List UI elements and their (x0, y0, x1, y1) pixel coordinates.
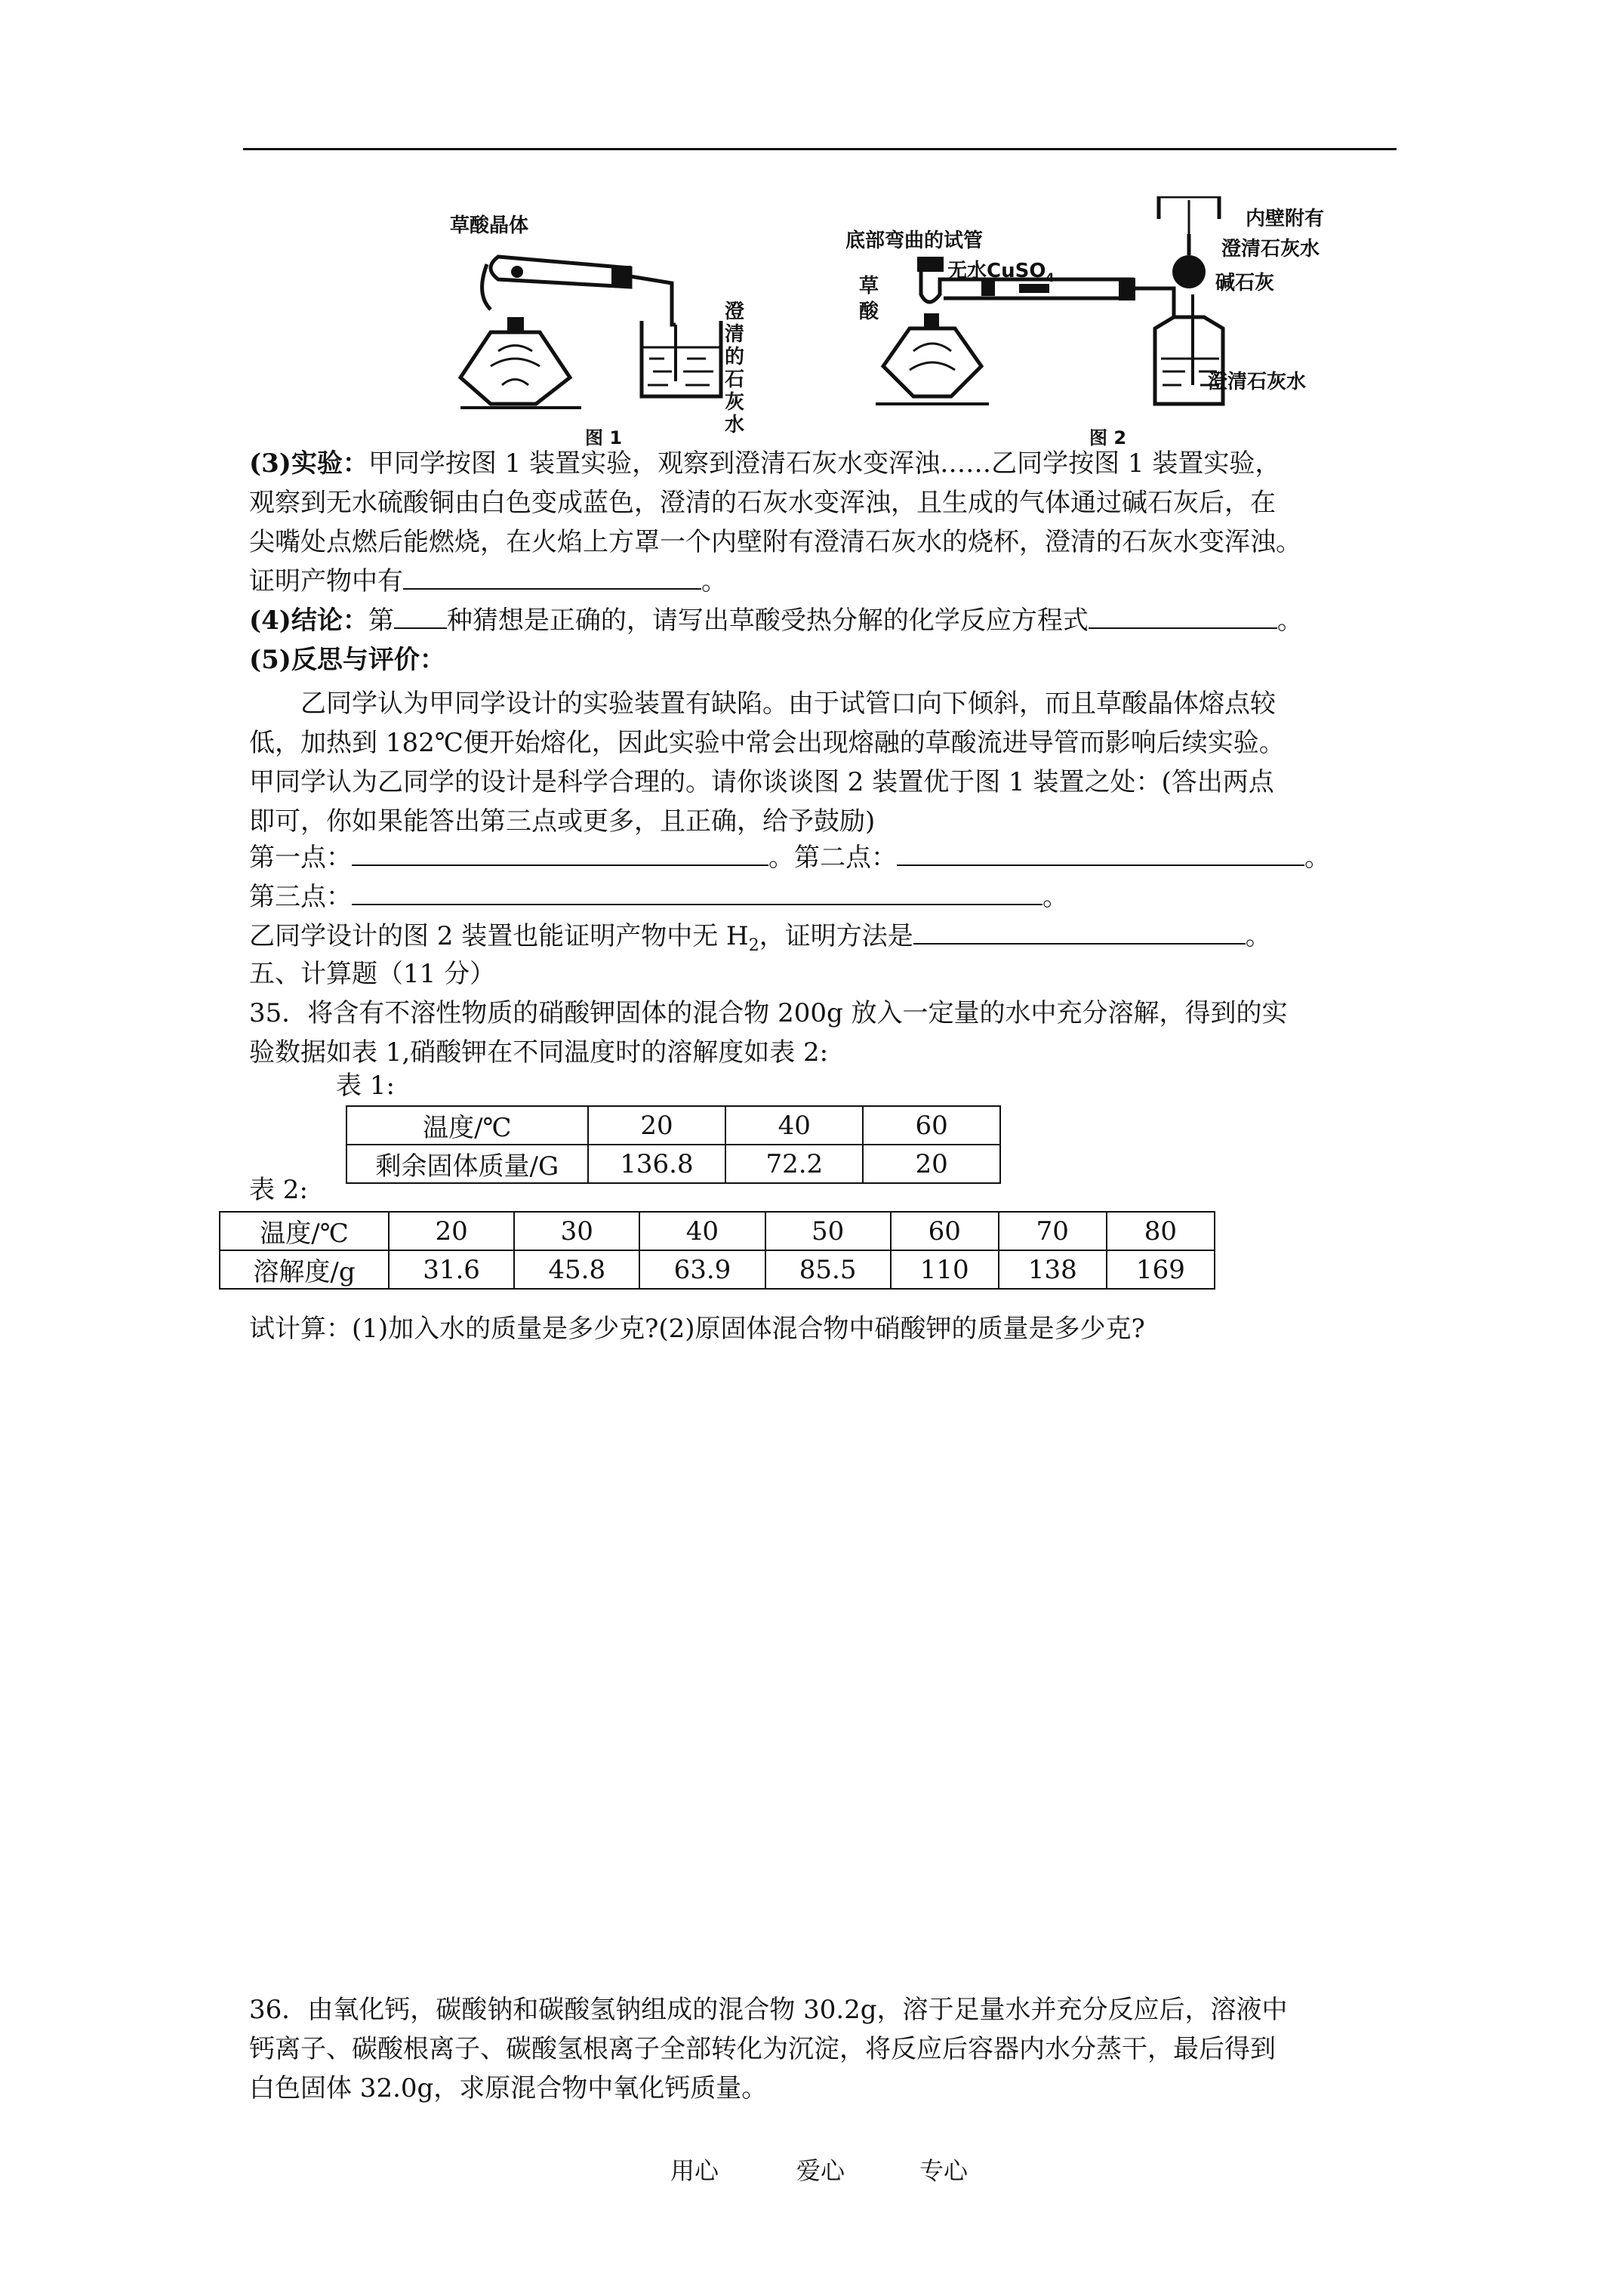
table2-label: 表 2: (249, 1175, 308, 1205)
section5-h2-line: 乙同学设计的图 2 装置也能证明产物中无 $H_2$，证明方法是 。 (249, 918, 1271, 964)
fig1-label-crystal: 草酸晶体 (450, 214, 529, 237)
answer-blank-products[interactable] (403, 564, 701, 590)
calc-title: 五、计算题（11 分） (249, 959, 496, 989)
fig1-caption: 图 1 (585, 427, 623, 448)
q35-line2: 验数据如表 1,硝酸钾在不同温度时的溶解度如表 2: (249, 1037, 829, 1068)
fig2-label-tube: 底部弯曲的试管 (845, 230, 984, 252)
section3-line3: 尖嘴处点燃后能燃烧，在火焰上方罩一个内壁附有澄清石灰水的烧杯，澄清的石灰水变浑浊。 (249, 527, 1301, 557)
answer-blank-guess[interactable] (394, 603, 447, 629)
table-1 (346, 1105, 1001, 1184)
answer-blank-point2[interactable] (897, 840, 1304, 866)
section5-p3: 甲同学认为乙同学的设计是科学合理的。请你谈谈图 2 装置优于图 1 装置之处：(答出两点 (249, 767, 1274, 797)
table1-label: 表 1: (336, 1071, 395, 1101)
q36-line1: 36．由氧化钙，碳酸钠和碳酸氢钠组成的混合物 30.2g，溶于足量水并充分反应后，溶液中 (249, 1995, 1288, 2025)
section3-line4: 证明产物中有 。 (249, 563, 727, 599)
q35-line1: 35．将含有不溶性物质的硝酸钾固体的混合物 200g 放入一定量的水中充分溶解，得到的实 (249, 998, 1288, 1028)
header-rule (243, 148, 1397, 150)
footer-word-1: 用心 (670, 2156, 719, 2185)
answer-blank-point1[interactable] (352, 840, 768, 866)
section5-p2: 低，加热到 182℃便开始熔化，因此实验中常会出现熔融的草酸流进导管而影响后续实验。 (249, 728, 1285, 758)
table-row: 温度/℃ 20 30 40 50 60 70 80 (220, 1212, 1215, 1250)
fig2-label-sodalime: 碱石灰 (1215, 272, 1275, 294)
table-row: 温度/℃ 20 40 60 (346, 1106, 1000, 1145)
fig2-caption: 图 2 (1089, 427, 1127, 448)
fig1-label-limewater: 澄 清 的 石 灰 水 (725, 300, 745, 436)
table-row: 溶解度/g 31.6 45.8 63.9 85.5 110 138 169 (220, 1250, 1215, 1289)
footer-word-2: 爱心 (796, 2156, 845, 2185)
fig2-label-cuso4: 无水CuSO$_4$ (947, 260, 1055, 285)
fig2-soda-lime (1172, 255, 1206, 288)
section5-head: (5)反思与评价： (249, 645, 445, 675)
fig1-alcohol-lamp (460, 332, 570, 404)
footer-word-3: 专心 (919, 2156, 969, 2185)
section5-p1: 乙同学认为甲同学设计的实验装置有缺陷。由于试管口向下倾斜，而且草酸晶体熔点较 (300, 689, 1276, 719)
section5-point-3: 第三点： 。 (249, 879, 1068, 915)
q35-question: 试计算：(1)加入水的质量是多少克?(2)原固体混合物中硝酸钾的质量是多少克? (249, 1314, 1145, 1344)
answer-blank-point3[interactable] (352, 880, 1042, 905)
q36-line2: 钙离子、碳酸根离子、碳酸氢根离子全部转化为沉淀，将反应后容器内水分蒸干，最后得到 (249, 2034, 1276, 2064)
answer-blank-equation[interactable] (1089, 603, 1277, 629)
table-row: 剩余固体质量/G 136.8 72.2 20 (346, 1145, 1000, 1183)
fig2-label-limewater: 澄清石灰水 (1208, 371, 1307, 393)
section3-line2: 观察到无水硫酸铜由白色变成蓝色，澄清的石灰水变浑浊，且生成的气体通过碱石灰后，在 (249, 488, 1276, 518)
answer-blank-h2-method[interactable] (913, 919, 1246, 945)
section4-line: (4)结论：第 种猜想是正确的，请写出草酸受热分解的化学反应方程式 。 (249, 603, 1303, 639)
q36-line3: 白色固体 32.0g，求原混合物中氧化钙质量。 (249, 2073, 768, 2103)
table-2 (219, 1211, 1215, 1290)
section5-p4: 即可，你如果能答出第三点或更多，且正确，给予鼓励) (249, 806, 876, 837)
section3-line1: (3)实验：甲同学按图 1 装置实验，观察到澄清石灰水变浑浊……乙同学按图 1 装置实验， (249, 448, 1281, 479)
fig2-label-acid: 草 酸 (859, 275, 879, 323)
section5-points-1-2: 第一点： 。第二点： 。 (249, 840, 1330, 876)
fig2-label-inner: 内壁附有 澄清石灰水 (1221, 208, 1325, 260)
